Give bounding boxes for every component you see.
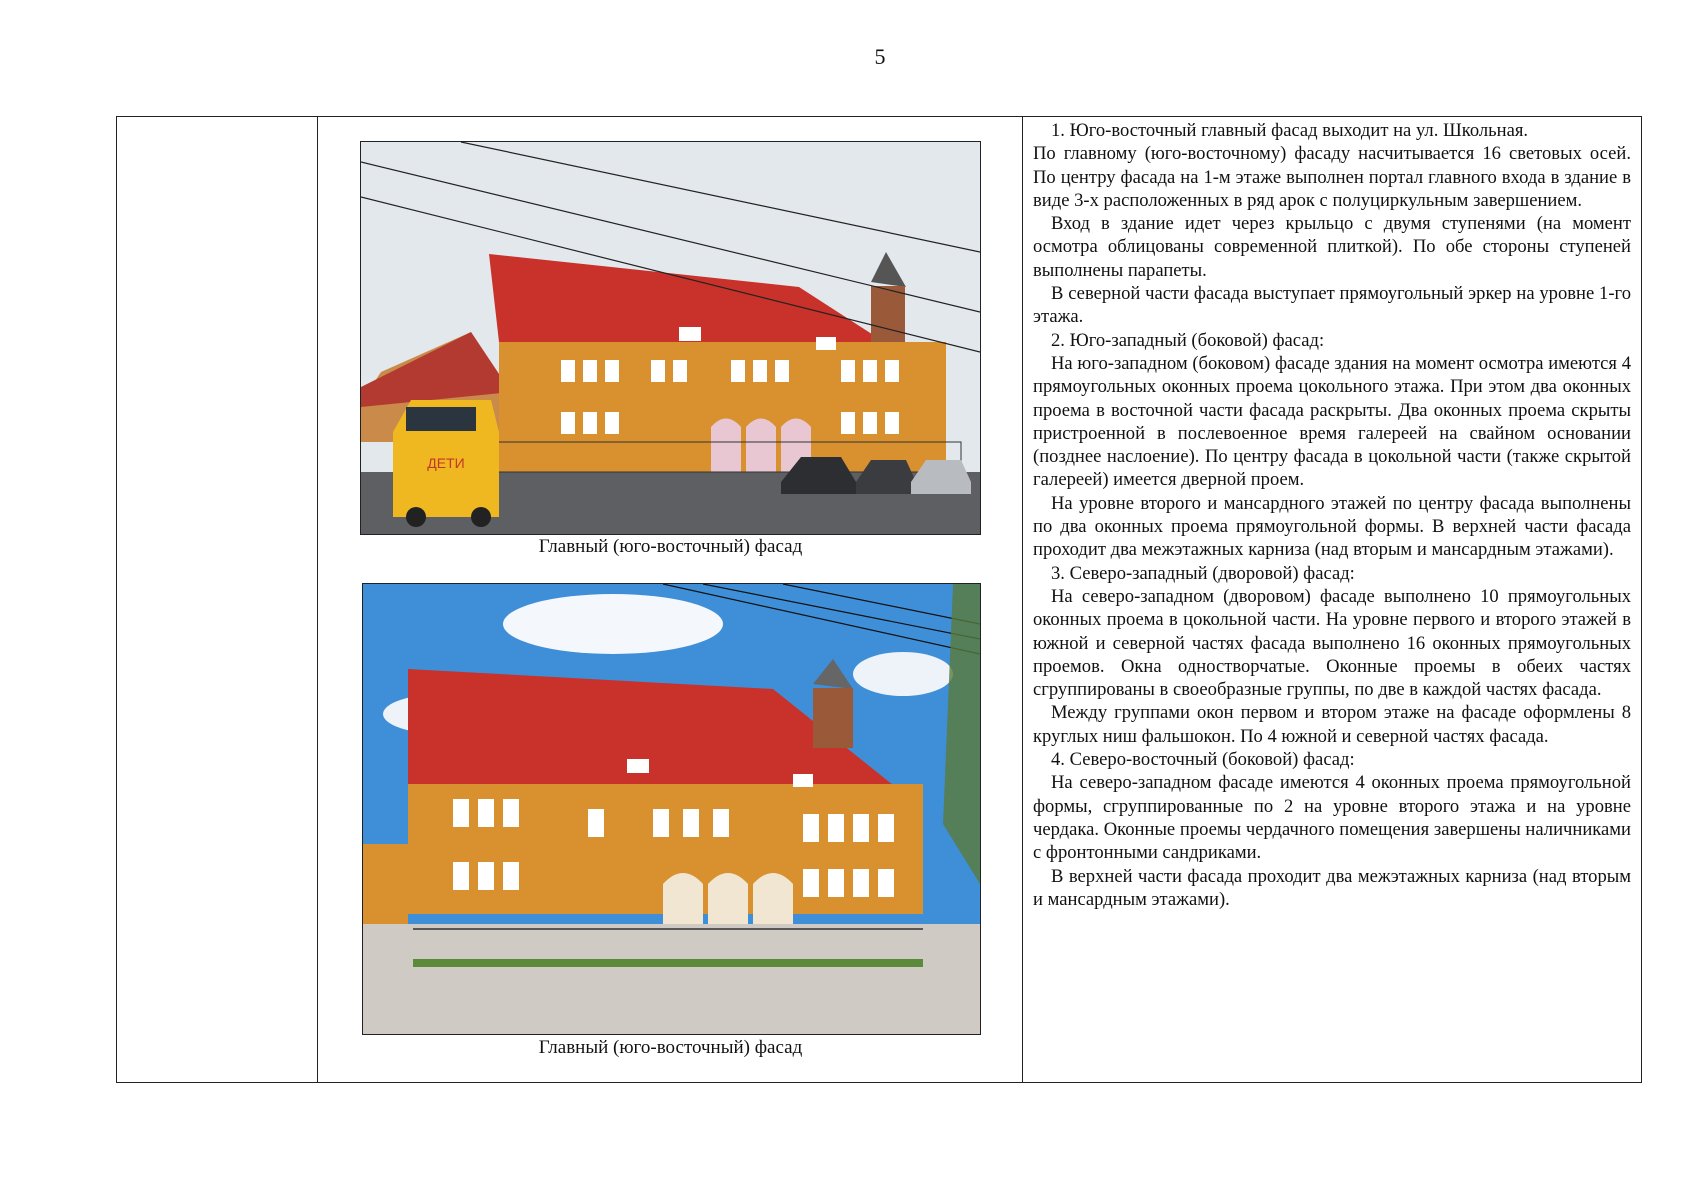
page-number: 5 — [874, 44, 886, 69]
paragraph: На юго-западном (боковом) фасаде здания на момент осмотра имеются 4 прямоугольных оконных проема цокольного этажа. При этом два оконных проема в восточной части фасада раскрыты. Два оконных проема скрыты пристроенной в послевоенное время галереей на свайном основании (позднее наслоение). По центру фасада в цокольной части (также скрытой галереей) имеется дверной проем. — [1033, 352, 1631, 491]
paragraph: Вход в здание идет через крыльцо с двумя ступенями (на момент осмотра облицованы современной плиткой). По обе стороны ступеней выполнены парапеты. — [1033, 213, 1631, 281]
building-photo-with-school-bus-icon — [361, 142, 980, 534]
paragraph: Между группами окон первом и втором этаже на фасаде оформлены 8 круглых ниш фальшокон. По 4 южной и северной частях фасада. — [1033, 702, 1631, 747]
paragraph: На уровне второго и мансардного этажей по центру фасада выполнены по два оконных проема прямоугольной формы. В верхней части фасада проходит два межэтажных карниза (над вторым и мансардным этажами). — [1033, 492, 1631, 561]
building-photo-blue-sky-icon — [363, 584, 980, 1034]
table-cell-empty — [117, 117, 318, 1082]
paragraph: На северо-западном (дворовом) фасаде выполнено 10 прямоугольных оконных проема в цокольной части. На уровне первого и второго этажей в южной и северной частях фасада выполнено 16 оконных прямоугольных проемов. Окна одностворчатые. Оконные проемы в обеих частях сгруппированы в своеобразные группы, по две в каждой частях фасада. — [1033, 585, 1631, 701]
paragraph: 1. Юго-восточный главный фасад выходит на ул. Школьная. — [1051, 120, 1529, 141]
facade-photo-1 — [360, 141, 981, 535]
paragraph: В северной части фасада выступает прямоугольный эркер на уровне 1-го этажа. — [1033, 283, 1631, 328]
paragraph: По главному (юго-восточному) фасаду насчитывается 16 световых осей. По центру фасада на 1-м этаже выполнен портал главного входа в здание в виде 3-х расположенных в ряд арок с полуциркульным завершением. — [1033, 143, 1631, 211]
paragraph: 3. Северо-западный (дворовой) фасад: — [1051, 562, 1355, 584]
photo-caption: Главный (юго-восточный) фасад — [538, 536, 803, 557]
content-table — [116, 116, 1642, 1083]
bus-label: ДЕТИ — [427, 455, 465, 471]
facade-photo-2 — [362, 583, 981, 1035]
table-cell-photos — [318, 117, 1023, 1082]
photo-caption: Главный (юго-восточный) фасад — [538, 1037, 803, 1058]
paragraph: На северо-западном фасаде имеются 4 оконных проема прямоугольной формы, сгруппированные по 2 на уровне второго этажа и на уровне чердака. Оконные проемы чердачного помещения завершены наличниками с фронтонными сандриками. — [1033, 772, 1631, 864]
paragraph: 2. Юго-западный (боковой) фасад: — [1051, 329, 1325, 351]
table-cell-description — [1023, 117, 1641, 1082]
paragraph: 4. Северо-восточный (боковой) фасад: — [1051, 749, 1355, 771]
paragraph: В верхней части фасада проходит два межэтажных карниза (над вторым и мансардным этажами). — [1033, 865, 1631, 910]
